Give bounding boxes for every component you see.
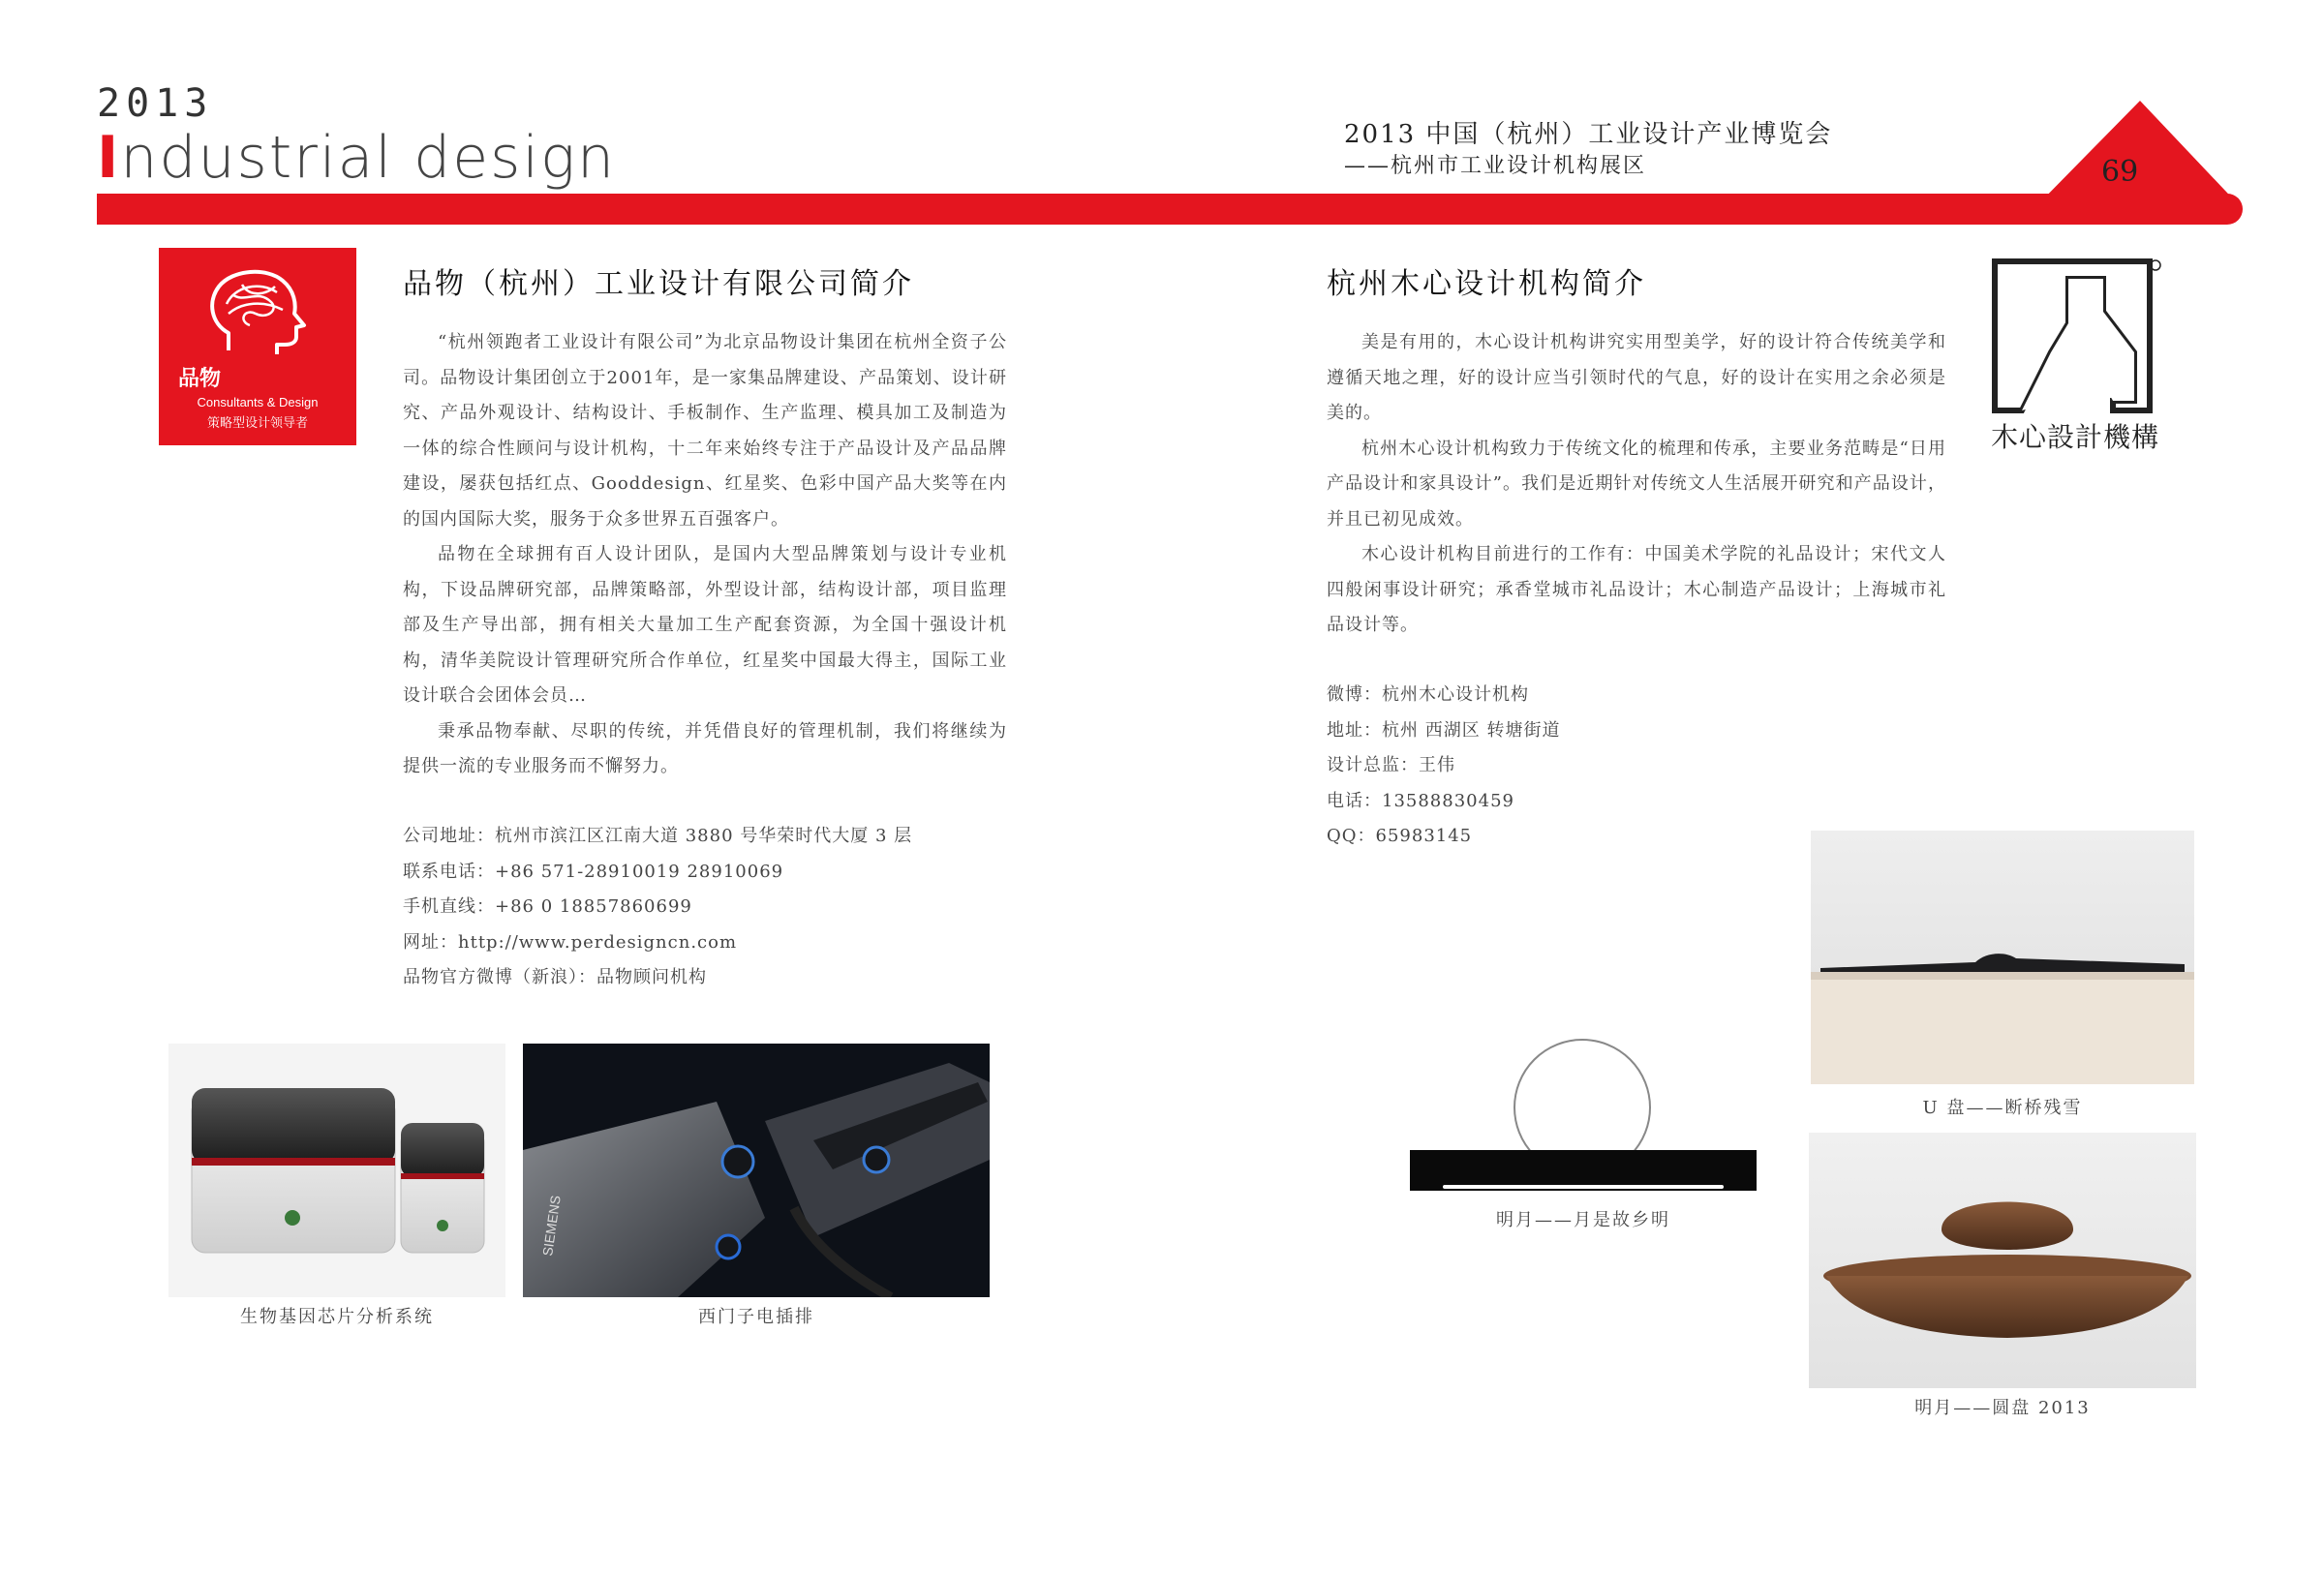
left-address: 公司地址：杭州市滨江区江南大道 3880 号华荣时代大厦 3 层 bbox=[403, 826, 913, 846]
logo-tagline: 策略型设计领导者 bbox=[206, 416, 308, 431]
right-intro-body bbox=[1327, 325, 1946, 644]
bio-analyzer-image bbox=[168, 1044, 505, 1297]
page-number: 69 bbox=[2101, 155, 2139, 189]
header-year: 2013 bbox=[97, 81, 214, 126]
brain-head-icon bbox=[199, 265, 316, 362]
right-address: 地址：杭州 西湖区 转塘街道 bbox=[1327, 719, 1561, 741]
left-intro-body bbox=[403, 325, 1007, 785]
header-red-bar bbox=[97, 194, 2243, 225]
round-plate-image bbox=[1809, 1133, 2196, 1388]
moon-caption: 明月——月是故乡明 bbox=[1496, 1210, 1670, 1230]
brand-first-letter: I bbox=[97, 124, 121, 192]
logo-cn-text: 品物 bbox=[178, 367, 222, 391]
right-phone: 电话：13588830459 bbox=[1327, 790, 1514, 811]
left-contact-info bbox=[403, 819, 912, 996]
left-paragraph: 秉承品物奉献、尽职的传统，并凭借良好的管理机制，我们将继续为提供一流的专业服务而不懈努力。 bbox=[403, 720, 1007, 776]
right-contact-info bbox=[1327, 678, 1560, 855]
round-plate-caption: 明月——圆盘 2013 bbox=[1914, 1398, 2091, 1418]
left-phone: 联系电话：+86 571-28910019 28910069 bbox=[403, 861, 784, 882]
right-director: 设计总监：王伟 bbox=[1327, 755, 1455, 775]
u-plate-image bbox=[1811, 831, 2194, 1084]
header-brand bbox=[97, 124, 616, 192]
moon-product-image bbox=[1404, 1036, 1762, 1200]
right-paragraph: 木心设计机构目前进行的工作有：中国美术学院的礼品设计；宋代文人四般闲事设计研究；承香堂城市礼品设计；木心制造产品设计；上海城市礼品设计等。 bbox=[1327, 544, 1946, 635]
right-weibo: 微博：杭州木心设计机构 bbox=[1327, 684, 1529, 705]
left-paragraph: 品物在全球拥有百人设计团队，是国内大型品牌策划与设计专业机构，下设品牌研究部，品牌策略部，外型设计部，结构设计部，项目监理部及生产导出部，拥有相关大量加工生产配套资源，为全国十强设计机构，清华美院设计管理研究所合作单位，红星奖中国最大得主，国际工业设计联合会团体会员… bbox=[403, 544, 1007, 706]
muxin-logo-text: 木心設計機構 bbox=[1991, 421, 2160, 453]
left-paragraph: “杭州领跑者工业设计有限公司”为北京品物设计集团在杭州全资子公司。品物设计集团创立于2001年，是一家集品牌建设、产品策划、设计研究、产品外观设计、结构设计、手板制作、生产监理、模具加工及制造为一体的综合性顾问与设计机构，十二年来始终专注于产品设计及产品品牌建设，屡获包括红点、Gooddesign、红星奖、色彩中国产品大奖等在内的国内国际大奖，服务于众多世界五百强客户。 bbox=[403, 332, 1007, 530]
siemens-powerstrip-image bbox=[523, 1044, 990, 1297]
right-section-title: 杭州木心设计机构简介 bbox=[1327, 267, 1646, 301]
left-mobile: 手机直线：+86 0 18857860699 bbox=[403, 896, 692, 917]
logo-en-text: Consultants & Design bbox=[197, 395, 319, 409]
expo-subtitle: ——杭州市工业设计机构展区 bbox=[1344, 154, 1647, 178]
right-qq: QQ：65983145 bbox=[1327, 826, 1473, 846]
left-weibo: 品物官方微博（新浪）：品物顾问机构 bbox=[403, 967, 707, 987]
muxin-logo-icon bbox=[1991, 256, 2165, 418]
left-section-title: 品物（杭州）工业设计有限公司简介 bbox=[403, 267, 914, 301]
right-paragraph: 美是有用的，木心设计机构讲究实用型美学，好的设计符合传统美学和遵循天地之理，好的设计应当引领时代的气息，好的设计在实用之余必须是美的。 bbox=[1327, 332, 1946, 423]
right-paragraph: 杭州木心设计机构致力于传统文化的梳理和传承，主要业务范畴是“日用产品设计和家具设计”。我们是近期针对传统文人生活展开研究和产品设计，并且已初见成效。 bbox=[1327, 438, 1946, 530]
siemens-label: SIEMENS bbox=[539, 1194, 564, 1258]
left-website: 网址：http://www.perdesigncn.com bbox=[403, 931, 738, 953]
bio-analyzer-caption: 生物基因芯片分析系统 bbox=[240, 1307, 434, 1327]
expo-title: 2013 中国（杭州）工业设计产业博览会 bbox=[1344, 120, 1833, 149]
siemens-caption: 西门子电插排 bbox=[698, 1307, 814, 1327]
u-plate-caption: U 盘——断桥残雪 bbox=[1922, 1098, 2083, 1118]
brand-rest: ndustrial design bbox=[120, 124, 617, 192]
pinwu-logo bbox=[159, 248, 356, 445]
